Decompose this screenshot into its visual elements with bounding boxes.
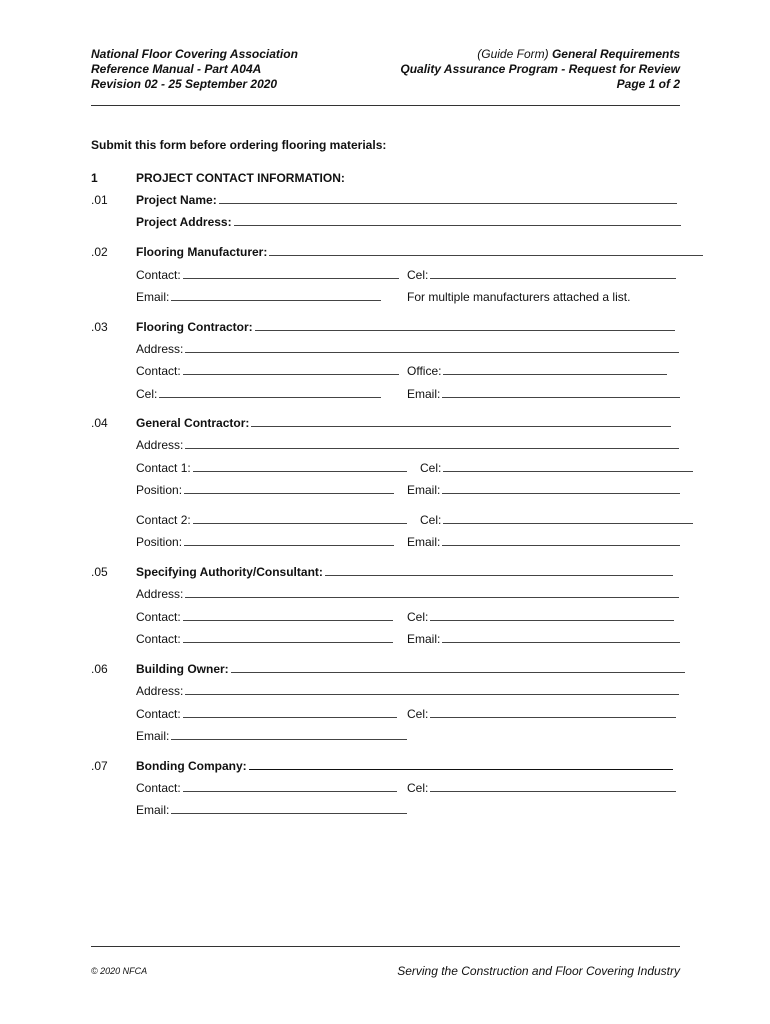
- project-address-field[interactable]: [234, 215, 681, 226]
- gc-cel2-label: Cel:: [420, 513, 442, 527]
- gc-cel2-field[interactable]: [443, 513, 693, 524]
- project-address-label: Project Address:: [136, 215, 232, 229]
- consultant-email-row: [407, 632, 680, 646]
- gc-position2-label: Position:: [136, 535, 183, 549]
- bonding-contact-label: Contact:: [136, 781, 181, 795]
- project-name-field[interactable]: [219, 193, 677, 204]
- gc-email2-row: [407, 535, 680, 549]
- gc-cel1-field[interactable]: [443, 461, 693, 472]
- header-org: National Floor Covering Association: [91, 47, 298, 61]
- contractor-cel-label: Cel:: [136, 387, 158, 401]
- project-name-row: [136, 193, 677, 207]
- general-contractor-label: General Contractor:: [136, 416, 250, 430]
- item-number-05: .05: [91, 565, 108, 579]
- header-general-requirements: General Requirements: [551, 47, 680, 61]
- general-contractor-row: [136, 416, 671, 430]
- bonding-email-row: [136, 803, 407, 817]
- header-rule: [91, 105, 680, 106]
- intro-text: Submit this form before ordering flooring materials:: [91, 138, 387, 152]
- manufacturer-cel-row: [407, 268, 676, 282]
- header-page-number: Page 1 of 2: [616, 77, 680, 91]
- specifying-authority-label: Specifying Authority/Consultant:: [136, 565, 323, 579]
- flooring-contractor-field[interactable]: [255, 320, 675, 331]
- consultant-email-field[interactable]: [442, 632, 680, 643]
- owner-email-label: Email:: [136, 729, 170, 743]
- consultant-address-label: Address:: [136, 587, 184, 601]
- header-manual: Reference Manual - Part A04A: [91, 62, 262, 76]
- building-owner-label: Building Owner:: [136, 662, 229, 676]
- gc-position2-row: [136, 535, 394, 549]
- manufacturer-email-label: Email:: [136, 290, 170, 304]
- gc-position1-row: [136, 483, 394, 497]
- contractor-email-field[interactable]: [442, 387, 680, 398]
- bonding-cel-field[interactable]: [430, 781, 676, 792]
- gc-email1-label: Email:: [407, 483, 441, 497]
- manufacturer-email-field[interactable]: [171, 290, 381, 301]
- gc-contact1-label: Contact 1:: [136, 461, 191, 475]
- manufacturer-cel-field[interactable]: [430, 268, 676, 279]
- owner-contact-field[interactable]: [183, 707, 397, 718]
- bonding-company-label: Bonding Company:: [136, 759, 247, 773]
- owner-cel-row: [407, 707, 676, 721]
- contractor-contact-field[interactable]: [183, 364, 399, 375]
- manufacturer-cel-label: Cel:: [407, 268, 429, 282]
- footer-tagline: Serving the Construction and Floor Covering Industry: [397, 964, 680, 978]
- section-number: 1: [91, 171, 98, 185]
- contractor-email-label: Email:: [407, 387, 441, 401]
- flooring-manufacturer-field[interactable]: [269, 245, 703, 256]
- flooring-manufacturer-label: Flooring Manufacturer:: [136, 245, 268, 259]
- owner-address-row: [136, 684, 679, 698]
- bonding-cel-label: Cel:: [407, 781, 429, 795]
- consultant-address-row: [136, 587, 679, 601]
- contractor-address-field[interactable]: [185, 342, 679, 353]
- owner-contact-label: Contact:: [136, 707, 181, 721]
- gc-contact2-field[interactable]: [193, 513, 407, 524]
- owner-address-label: Address:: [136, 684, 184, 698]
- multiple-manufacturers-note: For multiple manufacturers attached a list.: [407, 290, 631, 304]
- item-number-06: .06: [91, 662, 108, 676]
- footer-copyright: © 2020 NFCA: [91, 966, 148, 976]
- gc-address-row: [136, 438, 679, 452]
- gc-address-field[interactable]: [185, 438, 679, 449]
- header-revision: Revision 02 - 25 September 2020: [91, 77, 278, 91]
- gc-cel2-row: [420, 513, 693, 527]
- owner-address-field[interactable]: [185, 684, 679, 695]
- building-owner-field[interactable]: [231, 662, 685, 673]
- flooring-contractor-row: [136, 320, 675, 334]
- gc-position2-field[interactable]: [184, 535, 394, 546]
- consultant-cel-label: Cel:: [407, 610, 429, 624]
- owner-email-row: [136, 729, 407, 743]
- item-number-07: .07: [91, 759, 108, 773]
- contractor-office-field[interactable]: [443, 364, 667, 375]
- contractor-contact-label: Contact:: [136, 364, 181, 378]
- gc-address-label: Address:: [136, 438, 184, 452]
- bonding-contact-field[interactable]: [183, 781, 397, 792]
- header-program-title: Quality Assurance Program - Request for Review: [400, 62, 680, 76]
- item-number-01: .01: [91, 193, 108, 207]
- consultant-address-field[interactable]: [185, 587, 679, 598]
- header-left: [91, 47, 298, 92]
- consultant-contact2-label: Contact:: [136, 632, 181, 646]
- owner-email-field[interactable]: [171, 729, 407, 740]
- project-address-row: [136, 215, 681, 229]
- contractor-email-row: [407, 387, 680, 401]
- section-title: PROJECT CONTACT INFORMATION:: [136, 171, 345, 185]
- manufacturer-email-row: [136, 290, 381, 304]
- bonding-email-label: Email:: [136, 803, 170, 817]
- bonding-contact-row: [136, 781, 397, 795]
- flooring-contractor-label: Flooring Contractor:: [136, 320, 253, 334]
- header-guide-form: (Guide Form): [477, 47, 549, 61]
- item-number-03: .03: [91, 320, 108, 334]
- bonding-cel-row: [407, 781, 676, 795]
- gc-email1-row: [407, 483, 680, 497]
- contractor-address-label: Address:: [136, 342, 184, 356]
- gc-contact1-field[interactable]: [193, 461, 407, 472]
- consultant-contact1-field[interactable]: [183, 610, 393, 621]
- specifying-authority-field[interactable]: [325, 565, 673, 576]
- gc-position1-label: Position:: [136, 483, 183, 497]
- gc-position1-field[interactable]: [184, 483, 394, 494]
- contractor-contact-row: [136, 364, 399, 378]
- contractor-cel-field[interactable]: [159, 387, 381, 398]
- general-contractor-field[interactable]: [251, 416, 671, 427]
- specifying-authority-row: [136, 565, 673, 579]
- owner-contact-row: [136, 707, 397, 721]
- manufacturer-contact-field[interactable]: [183, 268, 399, 279]
- bonding-email-field[interactable]: [171, 803, 407, 814]
- item-number-02: .02: [91, 245, 108, 259]
- consultant-contact1-label: Contact:: [136, 610, 181, 624]
- gc-contact2-row: [136, 513, 407, 527]
- owner-cel-field[interactable]: [430, 707, 676, 718]
- item-number-04: .04: [91, 416, 108, 430]
- contractor-address-row: [136, 342, 679, 356]
- manufacturer-contact-row: [136, 268, 399, 282]
- building-owner-row: [136, 662, 685, 676]
- consultant-cel-field[interactable]: [430, 610, 674, 621]
- project-name-label: Project Name:: [136, 193, 217, 207]
- consultant-contact2-row: [136, 632, 393, 646]
- gc-cel1-row: [420, 461, 693, 475]
- manufacturer-contact-label: Contact:: [136, 268, 181, 282]
- gc-cel1-label: Cel:: [420, 461, 442, 475]
- consultant-email-label: Email:: [407, 632, 441, 646]
- contractor-cel-row: [136, 387, 381, 401]
- gc-email1-field[interactable]: [442, 483, 680, 494]
- footer-rule: [91, 946, 680, 947]
- consultant-contact2-field[interactable]: [183, 632, 393, 643]
- gc-contact2-label: Contact 2:: [136, 513, 191, 527]
- gc-contact1-row: [136, 461, 407, 475]
- gc-email2-label: Email:: [407, 535, 441, 549]
- consultant-cel-row: [407, 610, 674, 624]
- contractor-office-row: [407, 364, 667, 378]
- consultant-contact1-row: [136, 610, 393, 624]
- gc-email2-field[interactable]: [442, 535, 680, 546]
- owner-cel-label: Cel:: [407, 707, 429, 721]
- contractor-office-label: Office:: [407, 364, 442, 378]
- bonding-company-field[interactable]: [249, 759, 673, 770]
- flooring-manufacturer-row: [136, 245, 703, 259]
- bonding-company-row: [136, 759, 673, 773]
- header-right: [400, 47, 680, 92]
